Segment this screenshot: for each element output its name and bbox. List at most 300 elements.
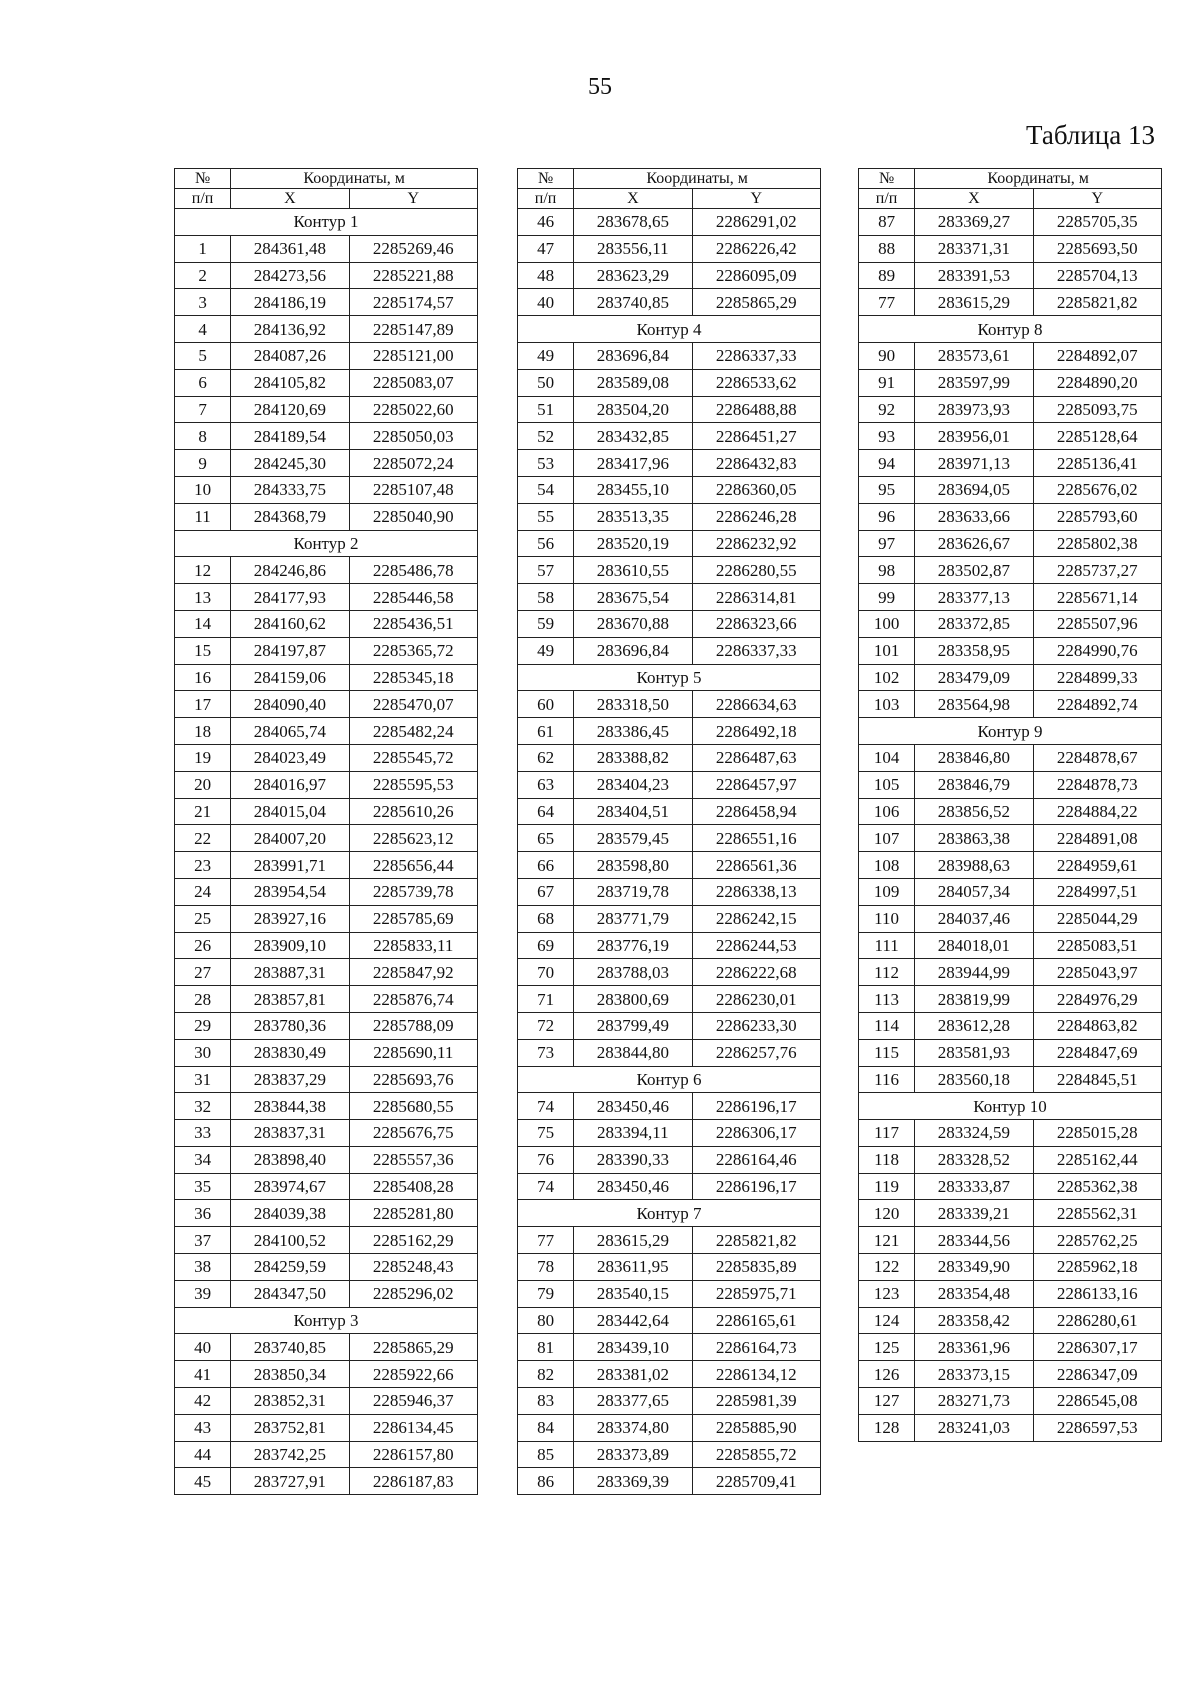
x-coordinate-cell: 284057,34 — [915, 878, 1033, 905]
x-coordinate-cell: 283973,93 — [915, 396, 1033, 423]
table-row — [518, 476, 821, 503]
table-row — [859, 798, 1162, 825]
point-number-cell: 83 — [518, 1388, 574, 1415]
point-number-cell: 128 — [859, 1414, 915, 1441]
y-coordinate-cell: 2286157,80 — [349, 1441, 477, 1468]
x-coordinate-cell: 283373,89 — [574, 1441, 692, 1468]
y-coordinate-cell: 2285788,09 — [349, 1012, 477, 1039]
header-no-sub: п/п — [175, 189, 231, 209]
y-coordinate-cell: 2285436,51 — [349, 610, 477, 637]
table-row — [175, 610, 478, 637]
section-row — [859, 316, 1162, 343]
x-coordinate-cell: 283344,56 — [915, 1227, 1033, 1254]
x-coordinate-cell: 283560,18 — [915, 1066, 1033, 1093]
table-row — [518, 1012, 821, 1039]
x-coordinate-cell: 283361,96 — [915, 1334, 1033, 1361]
x-coordinate-cell: 283740,85 — [231, 1334, 349, 1361]
point-number-cell: 77 — [859, 289, 915, 316]
y-coordinate-cell: 2285922,66 — [349, 1361, 477, 1388]
x-coordinate-cell: 283390,33 — [574, 1146, 692, 1173]
y-coordinate-cell: 2286533,62 — [692, 369, 820, 396]
section-label: Контур 2 — [175, 530, 478, 557]
table-row — [859, 664, 1162, 691]
y-coordinate-cell: 2285737,27 — [1033, 557, 1161, 584]
point-number-cell: 29 — [175, 1012, 231, 1039]
point-number-cell: 86 — [518, 1468, 574, 1495]
y-coordinate-cell: 2284990,76 — [1033, 637, 1161, 664]
y-coordinate-cell: 2285557,36 — [349, 1146, 477, 1173]
y-coordinate-cell: 2285162,29 — [349, 1227, 477, 1254]
table-row — [518, 235, 821, 262]
y-coordinate-cell: 2285162,44 — [1033, 1146, 1161, 1173]
y-coordinate-cell: 2285705,35 — [1033, 209, 1161, 236]
table-row — [518, 610, 821, 637]
y-coordinate-cell: 2285174,57 — [349, 289, 477, 316]
y-coordinate-cell: 2286545,08 — [1033, 1388, 1161, 1415]
point-number-cell: 68 — [518, 905, 574, 932]
y-coordinate-cell: 2286222,68 — [692, 959, 820, 986]
y-coordinate-cell: 2285128,64 — [1033, 423, 1161, 450]
table-row — [518, 825, 821, 852]
y-coordinate-cell: 2285507,96 — [1033, 610, 1161, 637]
table-row — [859, 262, 1162, 289]
table-row — [518, 369, 821, 396]
y-coordinate-cell: 2286226,42 — [692, 235, 820, 262]
y-coordinate-cell: 2286232,92 — [692, 530, 820, 557]
x-coordinate-cell: 283611,95 — [574, 1254, 692, 1281]
table-row — [859, 1280, 1162, 1307]
point-number-cell: 13 — [175, 584, 231, 611]
x-coordinate-cell: 284037,46 — [915, 905, 1033, 932]
table-row — [859, 557, 1162, 584]
y-coordinate-cell: 2286257,76 — [692, 1039, 820, 1066]
y-coordinate-cell: 2286291,02 — [692, 209, 820, 236]
y-coordinate-cell: 2285656,44 — [349, 852, 477, 879]
table-row — [175, 450, 478, 477]
table-row — [518, 584, 821, 611]
x-coordinate-cell: 283520,19 — [574, 530, 692, 557]
section-row — [518, 664, 821, 691]
section-label: Контур 3 — [175, 1307, 478, 1334]
point-number-cell: 32 — [175, 1093, 231, 1120]
point-number-cell: 40 — [175, 1334, 231, 1361]
table-row — [175, 852, 478, 879]
y-coordinate-cell: 2284863,82 — [1033, 1012, 1161, 1039]
point-number-cell: 105 — [859, 771, 915, 798]
point-number-cell: 50 — [518, 369, 574, 396]
y-coordinate-cell: 2284847,69 — [1033, 1039, 1161, 1066]
point-number-cell: 54 — [518, 476, 574, 503]
y-coordinate-cell: 2285269,46 — [349, 235, 477, 262]
y-coordinate-cell: 2285296,02 — [349, 1280, 477, 1307]
table-row — [859, 1388, 1162, 1415]
y-coordinate-cell: 2285050,03 — [349, 423, 477, 450]
y-coordinate-cell: 2285623,12 — [349, 825, 477, 852]
y-coordinate-cell: 2286230,01 — [692, 986, 820, 1013]
x-coordinate-cell: 284246,86 — [231, 557, 349, 584]
x-coordinate-cell: 283597,99 — [915, 369, 1033, 396]
table-row — [859, 610, 1162, 637]
x-coordinate-cell: 283944,99 — [915, 959, 1033, 986]
point-number-cell: 3 — [175, 289, 231, 316]
y-coordinate-cell: 2285802,38 — [1033, 530, 1161, 557]
point-number-cell: 24 — [175, 878, 231, 905]
table-row — [175, 1200, 478, 1227]
point-number-cell: 64 — [518, 798, 574, 825]
x-coordinate-cell: 283564,98 — [915, 691, 1033, 718]
y-coordinate-cell: 2286280,61 — [1033, 1307, 1161, 1334]
x-coordinate-cell: 283450,46 — [574, 1173, 692, 1200]
y-coordinate-cell: 2285975,71 — [692, 1280, 820, 1307]
x-coordinate-cell: 283439,10 — [574, 1334, 692, 1361]
x-coordinate-cell: 283670,88 — [574, 610, 692, 637]
y-coordinate-cell: 2285981,39 — [692, 1388, 820, 1415]
y-coordinate-cell: 2285072,24 — [349, 450, 477, 477]
table-row — [175, 235, 478, 262]
x-coordinate-cell: 283579,45 — [574, 825, 692, 852]
point-number-cell: 59 — [518, 610, 574, 637]
y-coordinate-cell: 2285876,74 — [349, 986, 477, 1013]
table-row — [859, 209, 1162, 236]
point-number-cell: 114 — [859, 1012, 915, 1039]
y-coordinate-cell: 2286134,12 — [692, 1361, 820, 1388]
table-row — [175, 878, 478, 905]
table-row — [859, 369, 1162, 396]
y-coordinate-cell: 2286242,15 — [692, 905, 820, 932]
point-number-cell: 108 — [859, 852, 915, 879]
x-coordinate-cell: 284197,87 — [231, 637, 349, 664]
x-coordinate-cell: 283615,29 — [574, 1227, 692, 1254]
x-coordinate-cell: 283391,53 — [915, 262, 1033, 289]
point-number-cell: 118 — [859, 1146, 915, 1173]
y-coordinate-cell: 2285671,14 — [1033, 584, 1161, 611]
x-coordinate-cell: 284273,56 — [231, 262, 349, 289]
x-coordinate-cell: 283354,48 — [915, 1280, 1033, 1307]
x-coordinate-cell: 283513,35 — [574, 503, 692, 530]
x-coordinate-cell: 283328,52 — [915, 1146, 1033, 1173]
y-coordinate-cell: 2285083,07 — [349, 369, 477, 396]
y-coordinate-cell: 2285610,26 — [349, 798, 477, 825]
point-number-cell: 19 — [175, 744, 231, 771]
point-number-cell: 23 — [175, 852, 231, 879]
point-number-cell: 27 — [175, 959, 231, 986]
section-row — [518, 316, 821, 343]
section-label: Контур 8 — [859, 316, 1162, 343]
point-number-cell: 7 — [175, 396, 231, 423]
table-row — [518, 557, 821, 584]
table-row — [518, 852, 821, 879]
x-coordinate-cell: 283927,16 — [231, 905, 349, 932]
section-row — [175, 530, 478, 557]
point-number-cell: 26 — [175, 932, 231, 959]
point-number-cell: 84 — [518, 1414, 574, 1441]
x-coordinate-cell: 283450,46 — [574, 1093, 692, 1120]
y-coordinate-cell: 2286487,63 — [692, 744, 820, 771]
table-row — [518, 744, 821, 771]
table-row — [859, 342, 1162, 369]
y-coordinate-cell: 2285022,60 — [349, 396, 477, 423]
table-row — [175, 771, 478, 798]
header-x: X — [231, 189, 349, 209]
y-coordinate-cell: 2285365,72 — [349, 637, 477, 664]
header-coords: Координаты, м — [915, 169, 1162, 189]
y-coordinate-cell: 2285821,82 — [692, 1227, 820, 1254]
table-body — [175, 209, 478, 1495]
table-row — [518, 637, 821, 664]
y-coordinate-cell: 2285015,28 — [1033, 1120, 1161, 1147]
table-row — [859, 1227, 1162, 1254]
table-row — [518, 1093, 821, 1120]
x-coordinate-cell: 283373,15 — [915, 1361, 1033, 1388]
table-row — [518, 1280, 821, 1307]
point-number-cell: 112 — [859, 959, 915, 986]
y-coordinate-cell: 2285248,43 — [349, 1254, 477, 1281]
y-coordinate-cell: 2285676,02 — [1033, 476, 1161, 503]
x-coordinate-cell: 283377,65 — [574, 1388, 692, 1415]
table-row — [518, 209, 821, 236]
table-row — [175, 1254, 478, 1281]
y-coordinate-cell: 2285680,55 — [349, 1093, 477, 1120]
table-row — [175, 1388, 478, 1415]
table-row — [518, 1173, 821, 1200]
table-row — [859, 450, 1162, 477]
x-coordinate-cell: 284007,20 — [231, 825, 349, 852]
x-coordinate-cell: 283369,27 — [915, 209, 1033, 236]
table-row — [175, 1120, 478, 1147]
table-row — [175, 932, 478, 959]
table-row — [175, 986, 478, 1013]
x-coordinate-cell: 283589,08 — [574, 369, 692, 396]
y-coordinate-cell: 2285739,78 — [349, 878, 477, 905]
y-coordinate-cell: 2286432,83 — [692, 450, 820, 477]
table-row — [859, 986, 1162, 1013]
point-number-cell: 33 — [175, 1120, 231, 1147]
x-coordinate-cell: 283479,09 — [915, 664, 1033, 691]
x-coordinate-cell: 284015,04 — [231, 798, 349, 825]
table-row — [859, 932, 1162, 959]
y-coordinate-cell: 2285693,76 — [349, 1066, 477, 1093]
table-row — [859, 1361, 1162, 1388]
point-number-cell: 31 — [175, 1066, 231, 1093]
x-coordinate-cell: 283800,69 — [574, 986, 692, 1013]
x-coordinate-cell: 283740,85 — [574, 289, 692, 316]
table-row — [175, 1146, 478, 1173]
y-coordinate-cell: 2285762,25 — [1033, 1227, 1161, 1254]
table-row — [175, 1227, 478, 1254]
y-coordinate-cell: 2284959,61 — [1033, 852, 1161, 879]
y-coordinate-cell: 2285833,11 — [349, 932, 477, 959]
x-coordinate-cell: 284186,19 — [231, 289, 349, 316]
point-number-cell: 38 — [175, 1254, 231, 1281]
x-coordinate-cell: 283788,03 — [574, 959, 692, 986]
y-coordinate-cell: 2286133,16 — [1033, 1280, 1161, 1307]
table-row — [859, 476, 1162, 503]
x-coordinate-cell: 283856,52 — [915, 798, 1033, 825]
point-number-cell: 126 — [859, 1361, 915, 1388]
table-row — [518, 932, 821, 959]
y-coordinate-cell: 2285446,58 — [349, 584, 477, 611]
section-row — [859, 1093, 1162, 1120]
x-coordinate-cell: 283377,13 — [915, 584, 1033, 611]
table-body — [518, 209, 821, 1495]
x-coordinate-cell: 283432,85 — [574, 423, 692, 450]
point-number-cell: 119 — [859, 1173, 915, 1200]
x-coordinate-cell: 283556,11 — [574, 235, 692, 262]
point-number-cell: 88 — [859, 235, 915, 262]
x-coordinate-cell: 283417,96 — [574, 450, 692, 477]
table-row — [518, 798, 821, 825]
x-coordinate-cell: 283844,80 — [574, 1039, 692, 1066]
x-coordinate-cell: 283612,28 — [915, 1012, 1033, 1039]
point-number-cell: 4 — [175, 316, 231, 343]
point-number-cell: 111 — [859, 932, 915, 959]
x-coordinate-cell: 283404,51 — [574, 798, 692, 825]
table-row — [518, 691, 821, 718]
table-row — [175, 1468, 478, 1495]
point-number-cell: 41 — [175, 1361, 231, 1388]
y-coordinate-cell: 2285281,80 — [349, 1200, 477, 1227]
point-number-cell: 123 — [859, 1280, 915, 1307]
point-number-cell: 62 — [518, 744, 574, 771]
x-coordinate-cell: 283678,65 — [574, 209, 692, 236]
y-coordinate-cell: 2285704,13 — [1033, 262, 1161, 289]
table-row — [175, 1012, 478, 1039]
y-coordinate-cell: 2285470,07 — [349, 691, 477, 718]
point-number-cell: 102 — [859, 664, 915, 691]
section-label: Контур 7 — [518, 1200, 821, 1227]
table-row — [859, 771, 1162, 798]
y-coordinate-cell: 2286164,73 — [692, 1334, 820, 1361]
point-number-cell: 12 — [175, 557, 231, 584]
x-coordinate-cell: 284333,75 — [231, 476, 349, 503]
header-no-sub: п/п — [859, 189, 915, 209]
point-number-cell: 15 — [175, 637, 231, 664]
x-coordinate-cell: 283626,67 — [915, 530, 1033, 557]
point-number-cell: 79 — [518, 1280, 574, 1307]
x-coordinate-cell: 283504,20 — [574, 396, 692, 423]
table-row — [859, 852, 1162, 879]
x-coordinate-cell: 283857,81 — [231, 986, 349, 1013]
table-row — [175, 316, 478, 343]
point-number-cell: 87 — [859, 209, 915, 236]
table-row — [175, 1361, 478, 1388]
x-coordinate-cell: 283988,63 — [915, 852, 1033, 879]
y-coordinate-cell: 2286338,13 — [692, 878, 820, 905]
table-row — [175, 744, 478, 771]
x-coordinate-cell: 284100,52 — [231, 1227, 349, 1254]
point-number-cell: 98 — [859, 557, 915, 584]
point-number-cell: 94 — [859, 450, 915, 477]
section-row — [175, 1307, 478, 1334]
y-coordinate-cell: 2286488,88 — [692, 396, 820, 423]
x-coordinate-cell: 283598,80 — [574, 852, 692, 879]
table-row — [859, 584, 1162, 611]
x-coordinate-cell: 283374,80 — [574, 1414, 692, 1441]
table-row — [859, 959, 1162, 986]
point-number-cell: 45 — [175, 1468, 231, 1495]
y-coordinate-cell: 2285043,97 — [1033, 959, 1161, 986]
x-coordinate-cell: 283780,36 — [231, 1012, 349, 1039]
x-coordinate-cell: 283727,91 — [231, 1468, 349, 1495]
x-coordinate-cell: 284090,40 — [231, 691, 349, 718]
table-row — [859, 396, 1162, 423]
y-coordinate-cell: 2286196,17 — [692, 1173, 820, 1200]
point-number-cell: 9 — [175, 450, 231, 477]
point-number-cell: 10 — [175, 476, 231, 503]
point-number-cell: 120 — [859, 1200, 915, 1227]
x-coordinate-cell: 283455,10 — [574, 476, 692, 503]
point-number-cell: 46 — [518, 209, 574, 236]
table-row — [175, 1173, 478, 1200]
x-coordinate-cell: 283837,31 — [231, 1120, 349, 1147]
x-coordinate-cell: 283898,40 — [231, 1146, 349, 1173]
x-coordinate-cell: 283339,21 — [915, 1200, 1033, 1227]
table-row — [175, 1414, 478, 1441]
coordinates-table-1 — [174, 168, 478, 1495]
point-number-cell: 125 — [859, 1334, 915, 1361]
point-number-cell: 73 — [518, 1039, 574, 1066]
x-coordinate-cell: 283719,78 — [574, 878, 692, 905]
section-label: Контур 1 — [175, 209, 478, 236]
point-number-cell: 110 — [859, 905, 915, 932]
y-coordinate-cell: 2285793,60 — [1033, 503, 1161, 530]
point-number-cell: 17 — [175, 691, 231, 718]
x-coordinate-cell: 284039,38 — [231, 1200, 349, 1227]
point-number-cell: 109 — [859, 878, 915, 905]
y-coordinate-cell: 2285221,88 — [349, 262, 477, 289]
x-coordinate-cell: 283623,29 — [574, 262, 692, 289]
table-row — [518, 1334, 821, 1361]
point-number-cell: 60 — [518, 691, 574, 718]
x-coordinate-cell: 283742,25 — [231, 1441, 349, 1468]
point-number-cell: 66 — [518, 852, 574, 879]
x-coordinate-cell: 283372,85 — [915, 610, 1033, 637]
table-row — [859, 637, 1162, 664]
point-number-cell: 122 — [859, 1254, 915, 1281]
y-coordinate-cell: 2286196,17 — [692, 1093, 820, 1120]
y-coordinate-cell: 2286246,28 — [692, 503, 820, 530]
point-number-cell: 16 — [175, 664, 231, 691]
x-coordinate-cell: 284136,92 — [231, 316, 349, 343]
point-number-cell: 53 — [518, 450, 574, 477]
table-row — [518, 1388, 821, 1415]
x-coordinate-cell: 283971,13 — [915, 450, 1033, 477]
table-row — [518, 423, 821, 450]
table-row — [175, 342, 478, 369]
x-coordinate-cell: 283581,93 — [915, 1039, 1033, 1066]
y-coordinate-cell: 2285946,37 — [349, 1388, 477, 1415]
table-row — [859, 1012, 1162, 1039]
point-number-cell: 42 — [175, 1388, 231, 1415]
point-number-cell: 74 — [518, 1173, 574, 1200]
x-coordinate-cell: 283394,11 — [574, 1120, 692, 1147]
y-coordinate-cell: 2285136,41 — [1033, 450, 1161, 477]
x-coordinate-cell: 283954,54 — [231, 878, 349, 905]
table-row — [518, 1468, 821, 1495]
y-coordinate-cell: 2286337,33 — [692, 637, 820, 664]
point-number-cell: 100 — [859, 610, 915, 637]
table-row — [859, 530, 1162, 557]
section-label: Контур 10 — [859, 1093, 1162, 1120]
point-number-cell: 43 — [175, 1414, 231, 1441]
x-coordinate-cell: 284177,93 — [231, 584, 349, 611]
point-number-cell: 81 — [518, 1334, 574, 1361]
point-number-cell: 55 — [518, 503, 574, 530]
table-row — [518, 289, 821, 316]
y-coordinate-cell: 2285847,92 — [349, 959, 477, 986]
table-row — [859, 905, 1162, 932]
point-number-cell: 74 — [518, 1093, 574, 1120]
